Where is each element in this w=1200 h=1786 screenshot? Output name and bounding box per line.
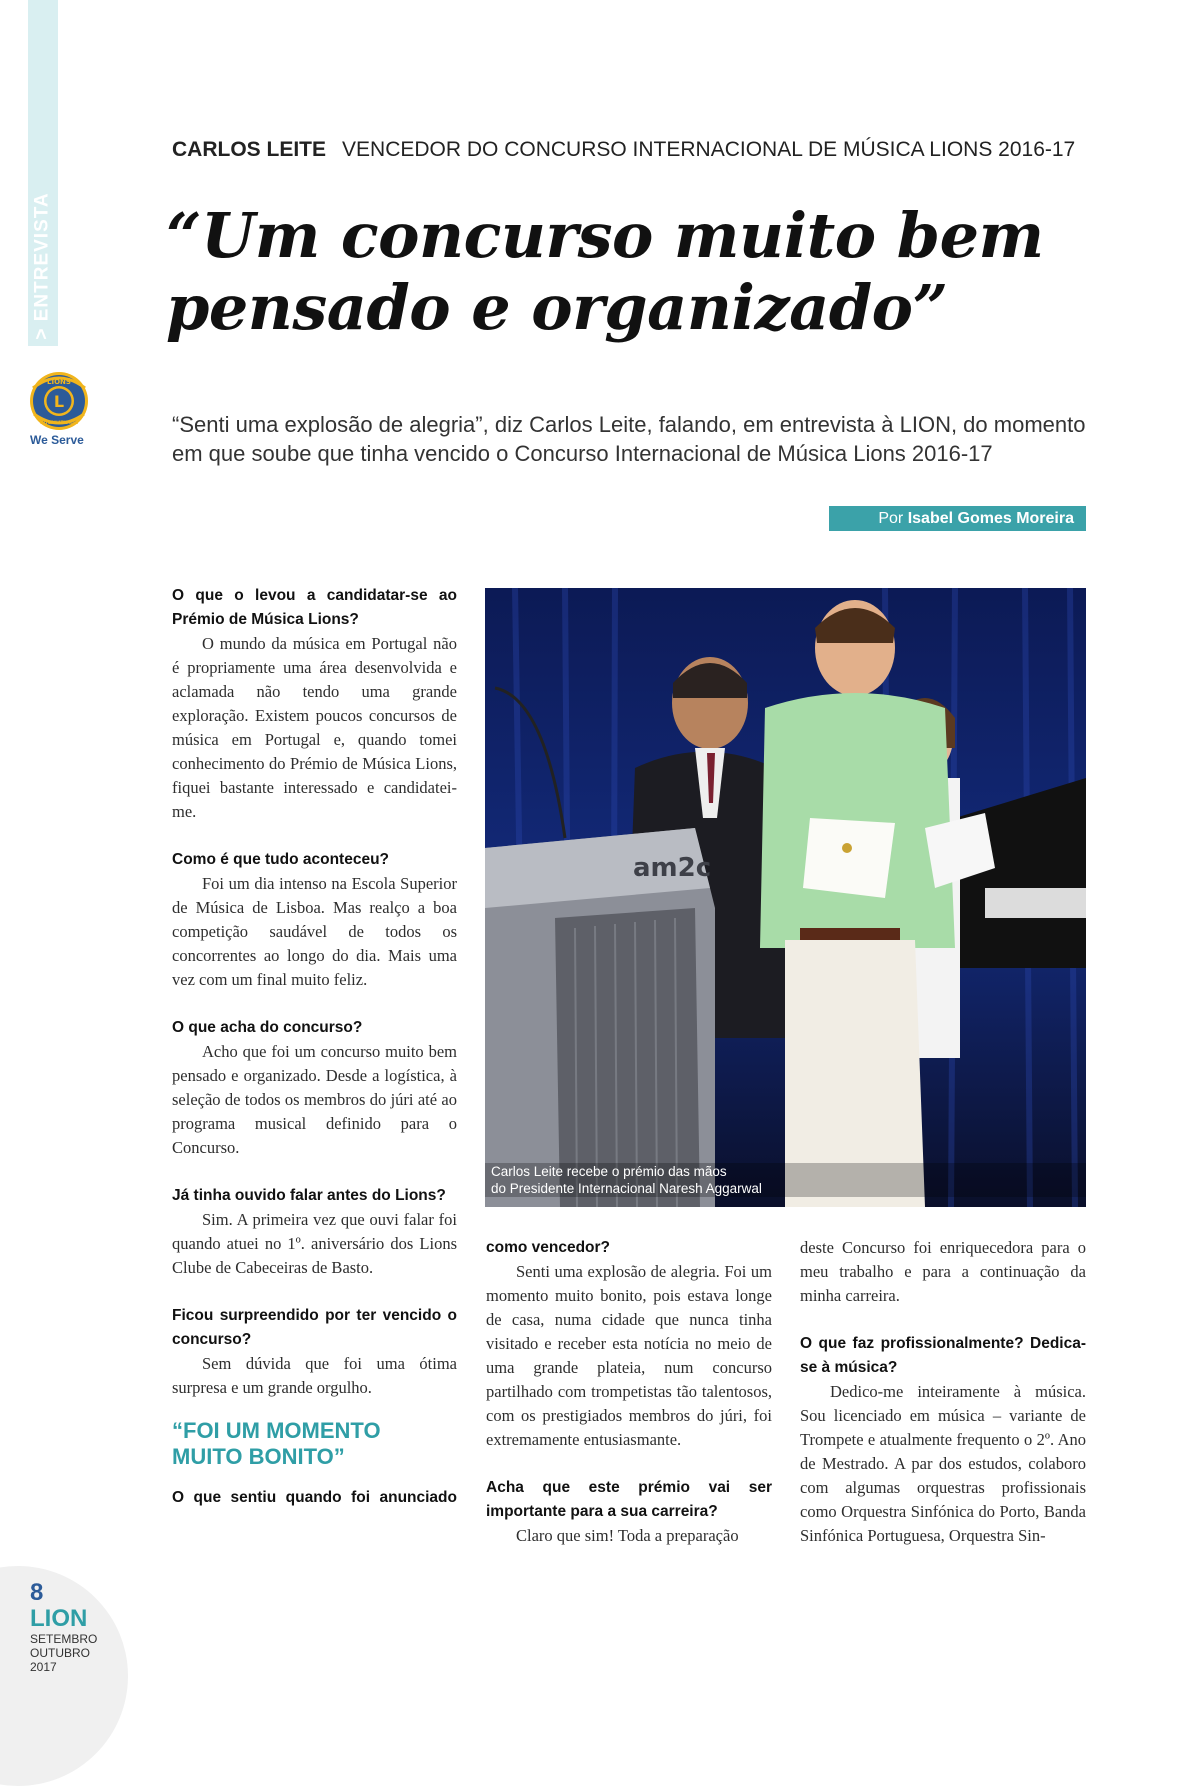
article-kicker	[172, 138, 1075, 162]
award-ceremony-photo	[485, 588, 1086, 1207]
page-title: “Um concurso muito bem pensado e organizado”	[166, 199, 1044, 344]
answer-7-continued: deste Concurso foi enriquecedora para o meu trabalho e para a continuação da minha carreira.	[800, 1238, 1086, 1305]
question-1: O que o levou a candidatar-se ao Prémio de Música Lions?	[172, 587, 457, 628]
answer-5: Sem dúvida que foi uma ótima surpresa e um grande orgulho.	[172, 1354, 457, 1397]
issue-month-2: OUTUBRO	[30, 1646, 90, 1660]
question-3: O que acha do concurso?	[172, 1019, 363, 1036]
magazine-name: LION	[30, 1605, 88, 1632]
article-column-2	[486, 1236, 772, 1548]
logo-motto: We Serve	[30, 433, 84, 447]
issue-month-1: SETEMBRO	[30, 1632, 98, 1646]
logo-text-top: LIONS	[47, 378, 71, 386]
question-4: Já tinha ouvido falar antes do Lions?	[172, 1187, 446, 1204]
byline-author: Isabel Gomes Moreira	[907, 510, 1074, 527]
pull-quote: “FOI UM MOMENTO MUITO BONITO”	[172, 1418, 381, 1469]
answer-3: Acho que foi um concurso muito bem pensado e organizado. Desde a logística, à seleção de todos os membros do júri até ao programa musical definido para o Concurso.	[172, 1042, 457, 1157]
lions-logo	[26, 370, 92, 447]
answer-7: Claro que sim! Toda a preparação	[516, 1526, 739, 1545]
question-6: O que sentiu quando foi anunciado	[172, 1489, 457, 1506]
photo-caption-line-2: do Presidente Internacional Naresh Aggarwal	[491, 1181, 762, 1196]
page-footer	[30, 1580, 97, 1674]
question-2: Como é que tudo aconteceu?	[172, 851, 390, 868]
photo-caption	[485, 1163, 1086, 1197]
question-5: Ficou surpreendido por ter vencido o concurso?	[172, 1307, 457, 1348]
answer-4: Sim. A primeira vez que ouvi falar foi quando atuei no 1º. aniversário dos Lions Clube de Cabeceiras de Basto.	[172, 1210, 457, 1277]
byline-prefix: Por	[878, 510, 908, 527]
photo-caption-line-1: Carlos Leite recebe o prémio das mãos	[491, 1164, 727, 1179]
answer-2: Foi um dia intenso na Escola Superior de Música de Lisboa. Mas realço a boa competição saudável de todos os concorrentes ao longo do dia. Mais uma vez com um final muito feliz.	[172, 874, 457, 989]
answer-8: Dedico-me inteiramente à música. Sou licenciado em música – variante de Trompete e atualmente frequento o 2º. Ano de Mestrado. A par dos estudos, colaboro com algumas orquestras profissionais como Orquestra Sinfónica do Porto, Banda Sinfónica Portuguesa, Orquestra Sin-	[800, 1382, 1086, 1545]
section-label-text: > ENTREVISTA	[32, 192, 53, 340]
podium-logo-text: am2c	[633, 853, 712, 883]
article-lead: “Senti uma explosão de alegria”, diz Carlos Leite, falando, em entrevista à LION, do momento em que soube que tinha vencido o Concurso Internacional de Música Lions 2016-17	[172, 412, 1086, 466]
section-label	[28, 186, 58, 346]
logo-text-bottom: INTERNATIONAL	[40, 420, 78, 425]
kicker-subtitle: VENCEDOR DO CONCURSO INTERNACIONAL DE MÚSICA LIONS 2016-17	[342, 138, 1076, 161]
answer-1: O mundo da música em Portugal não é propriamente uma área desenvolvida e aclamada não tendo uma grande exploração. Existem poucos concursos de música em Portugal e, quando tomei conhecimento do Prémio de Música Lions, fiquei bastante interessado e candidatei-me.	[172, 634, 457, 821]
answer-6: Senti uma explosão de alegria. Foi um momento muito bonito, pois estava longe de casa, numa cidade que nunca tinha visitado e receber esta notícia no meio de uma grande plateia, num concurso partilhado com trompetistas tão talentosos, com os prestigiados membros do júri, foi extremamente entusiasmante.	[486, 1262, 772, 1449]
logo-letter: L	[53, 392, 65, 411]
question-7: Acha que este prémio vai ser importante para a sua carreira?	[486, 1479, 772, 1520]
issue-year: 2017	[30, 1660, 57, 1674]
question-6-continued: como vencedor?	[486, 1239, 611, 1256]
question-8: O que faz profissionalmente? Dedica-se à música?	[800, 1335, 1086, 1376]
article-column-1	[172, 584, 457, 1510]
interviewee-name: CARLOS LEITE	[172, 138, 327, 161]
lions-emblem-icon	[28, 370, 90, 432]
page-number: 8	[30, 1579, 44, 1606]
byline-badge	[829, 506, 1086, 531]
article-column-3	[800, 1236, 1086, 1548]
article-photo	[485, 588, 1086, 1207]
